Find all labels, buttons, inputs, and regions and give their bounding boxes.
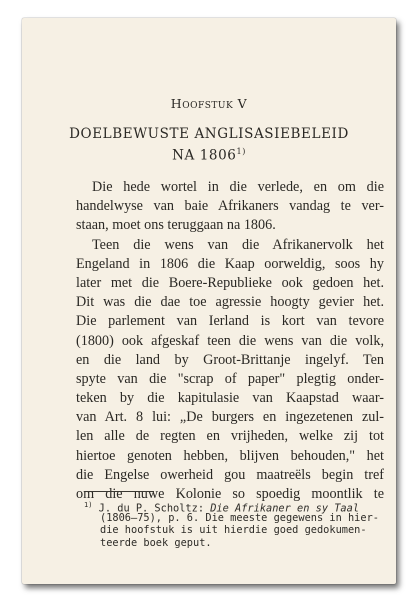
body-line: Die parlement van Ierland is kort van tevore: [76, 313, 384, 330]
body-line: en die land by Groot-Brittanje ingelyf. Ten: [76, 351, 384, 368]
footnote-line-2: (1806—75), p. 6. Die meeste gegewens in hier-: [100, 511, 379, 524]
chapter-title: [22, 126, 396, 165]
body-line: teken by die kapitulasie van Kaapstad waar-: [76, 390, 384, 407]
body-line: later met die Boere-Republieke ook gedoen het.: [76, 274, 384, 291]
footnote-author: J. du P. Scholtz:: [98, 502, 205, 515]
body-line: len alle de regten en vrijheden, welke zij tot: [76, 428, 384, 445]
footnote-divider: [84, 491, 154, 492]
footnote-line-1: [84, 499, 384, 515]
body-text: [76, 178, 384, 504]
footnote-marker: 1): [84, 501, 93, 509]
body-line: Die hede wortel in die verlede, en om die: [92, 179, 384, 195]
body-line: handelwyse van baie Afrikaners vandag te ver-: [76, 198, 384, 215]
body-line: (1800) ook afgeskaf teen die wens van die volk,: [76, 332, 384, 349]
body-line: spyte van die "scrap of paper" plegtig onder-: [76, 370, 384, 387]
chapter-heading-text: Hoofstuk V: [170, 96, 248, 111]
chapter-heading: [22, 96, 396, 111]
body-line: Teen die wens van die Afrikanervolk het: [92, 236, 384, 253]
body-line: Engeland in 1806 die Kaap oorweldig, soos hy: [76, 255, 384, 272]
body-line: staan, moet ons teruggaan na 1806.: [76, 217, 276, 234]
footnote-line-3: die hoofstuk is uit hierdie goed gedokumen-: [100, 524, 367, 537]
chapter-title-line-1: DOELBEWUSTE ANGLISASIEBELEID: [69, 126, 349, 142]
chapter-title-line-2: [22, 143, 396, 165]
footnote: [84, 499, 384, 549]
body-line: Dit was die dae toe agressie hoogty gevier het.: [76, 294, 384, 311]
body-line: van Art. 8 lui: „De burgers en ingezetenen zul-: [76, 409, 384, 426]
body-line: die Engelse owerheid gou maatreëls begin tref: [76, 466, 384, 483]
footnote-work-title: Die Afrikaner en sy Taal: [210, 502, 360, 515]
body-line: om die nuwe Kolonie so spoedig moontlik te: [76, 486, 384, 502]
body-line: hiertoe genoten hebben, blijven behouden," het: [76, 447, 384, 464]
footnote-line-4: teerde boek geput.: [100, 536, 212, 549]
chapter-title-line-2-text: NA 1806: [172, 147, 237, 164]
title-footnote-marker: 1): [236, 147, 246, 156]
book-page: [22, 18, 396, 584]
